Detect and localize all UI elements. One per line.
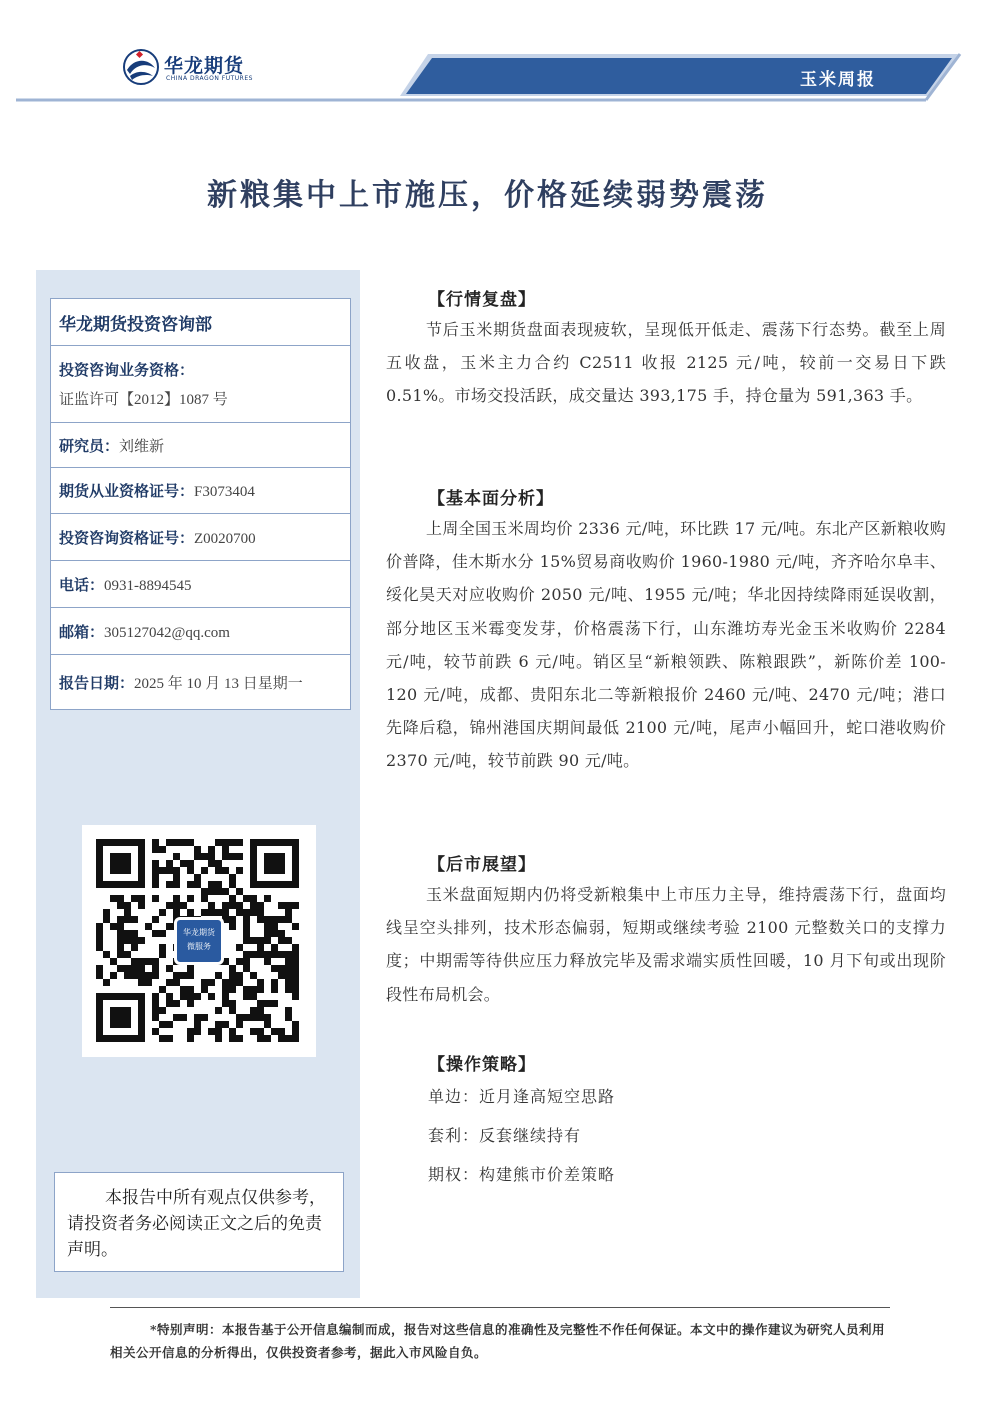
report-date-value: 2025 年 10 月 13 日星期一: [134, 675, 303, 692]
strategy-heading: 【操作策略】: [428, 1055, 536, 1075]
email-value[interactable]: 305127042@qq.com: [104, 624, 230, 641]
qualification-value: 证监许可【2012】1087 号: [59, 392, 228, 408]
qr-code[interactable]: [82, 825, 316, 1057]
advisory-cert-value: Z0020700: [194, 530, 256, 547]
contact-info-table: [50, 298, 351, 710]
fundamental-paragraph: 上周全国玉米周均价 2336 元/吨，环比跌 17 元/吨。东北产区新粮收购价普降，佳木斯水分 15%贸易商收购价 1960-1980 元/吨，齐齐哈尔阜丰、绥化昊天对应收购价 2050 元/吨、1955 元/吨；华北因持续降雨延误收割，部分地区玉米霉变发芽，价格震荡下行，山东潍坊寿光金玉米收购价 2284 元/吨，较节前跌 6 元/吨。销区呈“新粮领跌、陈粮跟跌”，新陈价差 100-120 元/吨，成都、贵阳东北二等新粮报价 2460 元/吨、2470 元/吨；港口先降后稳，锦州港国庆期间最低 2100 元/吨，尾声小幅回升，蛇口港收购价 2370 元/吨，较节前跌 90 元/吨。: [386, 519, 946, 771]
strategy-item-arbitrage: 套利：反套继续持有: [428, 1126, 582, 1145]
outlook-paragraph: 玉米盘面短期内仍将受新粮集中上市压力主导，维持震荡下行，盘面均线呈空头排列，技术形态偏弱，短期或继续考验 2100 元整数关口的支撑力度；中期需等待供应压力释放完毕及需求端实质性回暖，10 月下旬或出现阶段性布局机会。: [386, 885, 946, 1004]
disclaimer-note: 本报告中所有观点仅供参考，请投资者务必阅读正文之后的免责声明。: [54, 1172, 344, 1272]
strategy-item-unilateral: 单边：近月逢高短空思路: [428, 1087, 616, 1106]
qr-badge-text: 华龙期货: [183, 928, 215, 937]
phone-value: 0931-8894545: [104, 577, 192, 594]
footer-divider: [110, 1307, 890, 1308]
futures-cert-label: 期货从业资格证号：: [59, 482, 195, 500]
logo-subtext: CHINA DRAGON FUTURES: [166, 75, 253, 82]
fundamental-heading: 【基本面分析】: [428, 489, 554, 509]
page-title: 新粮集中上市施压，价格延续弱势震荡: [207, 178, 768, 213]
email-row: [51, 608, 350, 655]
qr-center-badge: [174, 917, 224, 965]
footer-statement: *特别声明：本报告基于公开信息编制而成，报告对这些信息的准确性及完整性不作任何保证。本文中的操作建议为研究人员利用相关公开信息的分析得出，仅供投资者参考，据此入市风险自负。: [110, 1322, 886, 1360]
department-row: [51, 299, 350, 346]
researcher-label: 研究员：: [59, 436, 120, 455]
report-date-row: [51, 655, 350, 709]
advisory-cert-label: 投资咨询资格证号：: [59, 528, 195, 547]
email-label: 邮箱：: [59, 622, 105, 641]
futures-cert-row: [51, 468, 350, 514]
researcher-name: 刘维新: [119, 438, 165, 455]
strategy-item-options: 期权：构建熊市价差策略: [428, 1165, 616, 1184]
qualification-label: 投资咨询业务资格：: [59, 361, 195, 379]
phone-row: [51, 561, 350, 608]
review-paragraph: 节后玉米期货盘面表现疲软，呈现低开低走、震荡下行态势。截至上周五收盘，玉米主力合约 C2511 收报 2125 元/吨，较前一交易日下跌 0.51%。市场交投活跃，成交量达 393,175 手，持仓量为 591,363 手。: [386, 320, 946, 406]
report-type-tag: 玉米周报: [800, 70, 876, 90]
qualification-row: [51, 346, 350, 423]
qr-badge-subtext: 微服务: [187, 942, 211, 951]
report-date-label: 报告日期：: [59, 673, 135, 692]
researcher-row: [51, 423, 350, 468]
futures-cert-value: F3073404: [194, 484, 255, 500]
review-heading: 【行情复盘】: [428, 290, 536, 310]
department-name: 华龙期货投资咨询部: [59, 314, 212, 335]
outlook-heading: 【后市展望】: [428, 855, 536, 875]
logo-text: 华龙期货: [164, 55, 245, 77]
phone-label: 电话：: [59, 575, 105, 594]
advisory-cert-row: [51, 514, 350, 561]
